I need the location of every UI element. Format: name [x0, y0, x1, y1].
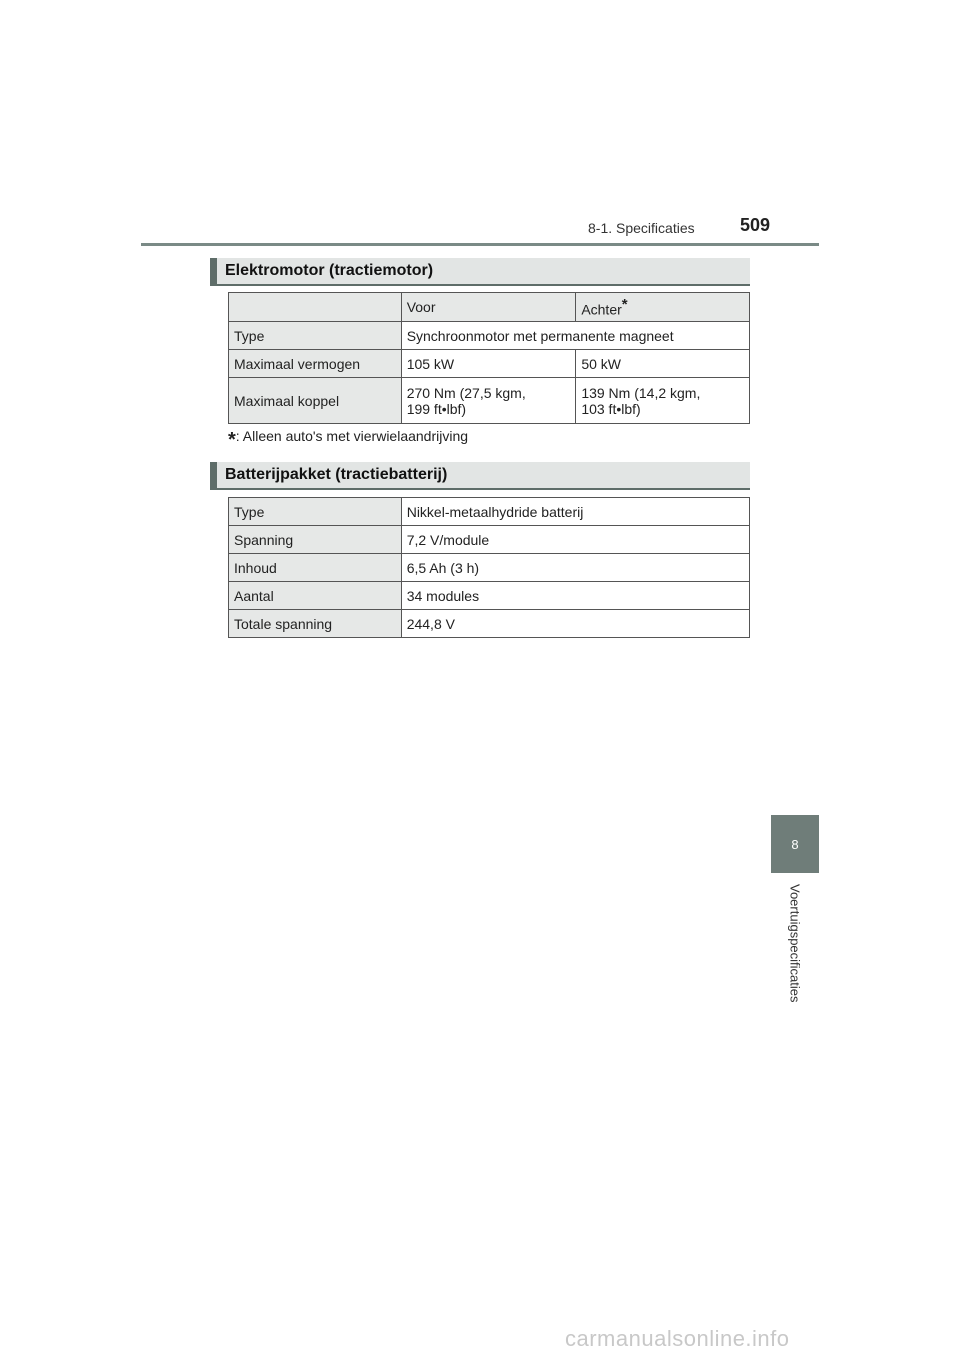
battery-section-title: Batterijpakket (tractiebatterij): [225, 466, 448, 483]
table-row: [229, 610, 750, 638]
footnote-text: : Alleen auto's met vierwielaandrijving: [235, 428, 469, 444]
chapter-number: 8: [791, 836, 799, 852]
row-value-front: 105 kW: [401, 350, 576, 378]
table-row: [229, 554, 750, 582]
motor-spec-table: [228, 292, 750, 424]
footnote-marker: *: [228, 429, 236, 451]
chapter-title-text: Voertuigspecificaties: [787, 884, 803, 1003]
footnote: [228, 428, 468, 452]
row-value: 244,8 V: [401, 610, 749, 638]
row-value: Synchroonmotor met permanente magneet: [401, 322, 749, 350]
motor-section-title: Elektromotor (tractiemotor): [225, 262, 434, 279]
row-value-rear: 50 kW: [576, 350, 750, 378]
motor-section-heading: [210, 258, 750, 286]
battery-section-heading: [210, 462, 750, 490]
table-row: [229, 322, 750, 350]
row-label: Maximaal vermogen: [229, 350, 402, 378]
row-value: 7,2 V/module: [401, 526, 749, 554]
row-value: 34 modules: [401, 582, 749, 610]
battery-spec-table: [228, 497, 750, 638]
row-label: Maximaal koppel: [229, 378, 402, 424]
row-label: Spanning: [229, 526, 402, 554]
note-marker: *: [621, 296, 628, 314]
page-number: 509: [740, 215, 771, 235]
chapter-tab: [771, 815, 819, 873]
table-row: [229, 350, 750, 378]
row-label: Type: [229, 322, 402, 350]
row-label: Aantal: [229, 582, 402, 610]
row-label: Totale spanning: [229, 610, 402, 638]
row-value: 6,5 Ah (3 h): [401, 554, 749, 582]
row-label: Type: [229, 498, 402, 526]
table-row: [229, 378, 750, 424]
header-cell-rear: Achter*: [576, 293, 750, 322]
table-header-row: [229, 293, 750, 322]
watermark: carmanualsonline.info: [565, 1326, 790, 1351]
header-cell-empty: [229, 293, 402, 322]
row-value-front: 270 Nm (27,5 kgm, 199 ft•lbf): [401, 378, 576, 424]
row-value-rear: 139 Nm (14,2 kgm, 103 ft•lbf): [576, 378, 750, 424]
section-label: 8-1. Specificaties: [588, 220, 695, 236]
table-row: [229, 526, 750, 554]
header-cell-front: Voor: [401, 293, 576, 322]
row-label: Inhoud: [229, 554, 402, 582]
chapter-title: [761, 884, 829, 1014]
header-rule: [141, 243, 819, 246]
row-value: Nikkel-metaalhydride batterij: [401, 498, 749, 526]
table-row: [229, 582, 750, 610]
table-row: [229, 498, 750, 526]
